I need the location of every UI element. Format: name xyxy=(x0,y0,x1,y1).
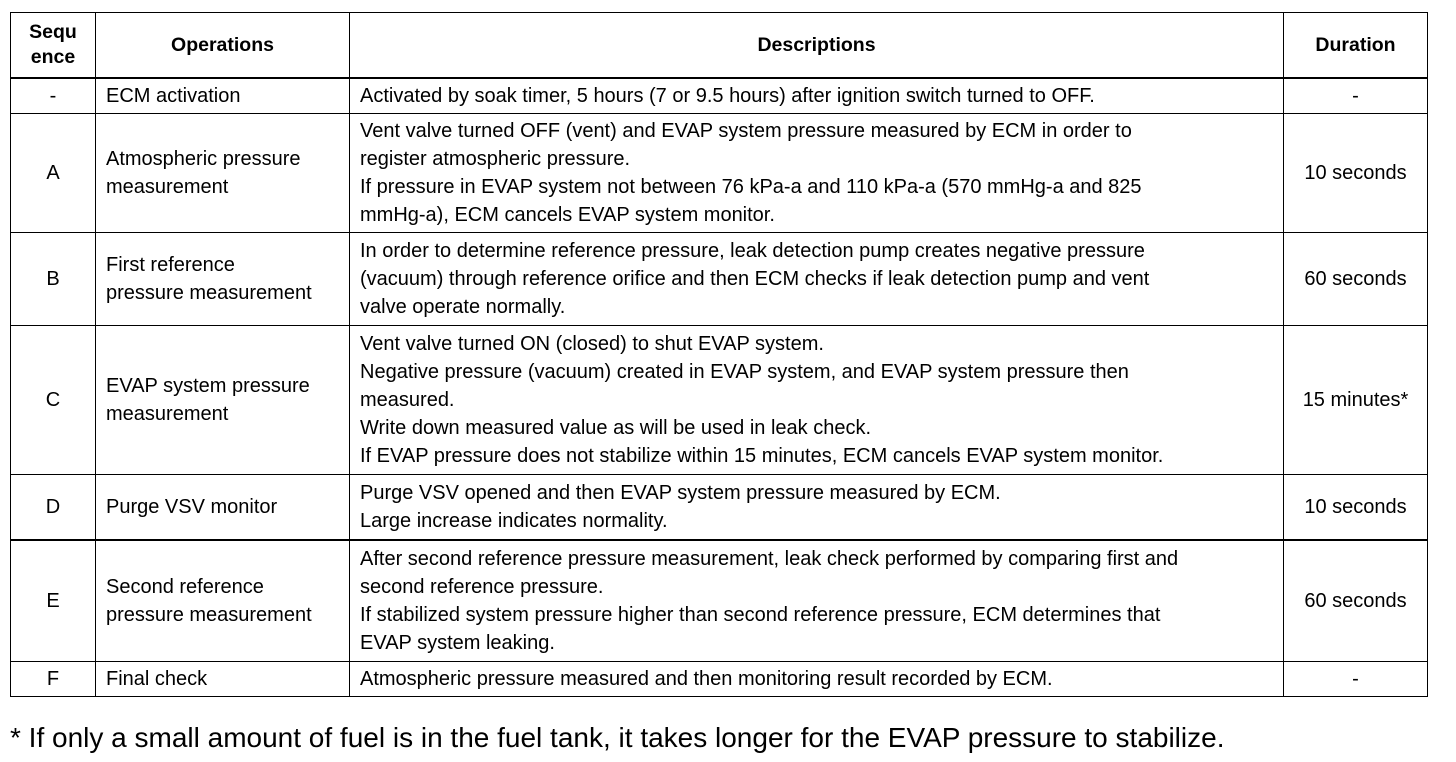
cell-operation xyxy=(96,326,350,475)
footnote: * If only a small amount of fuel is in the fuel tank, it takes longer for the EVAP pressure to stabilize. xyxy=(10,722,1225,753)
cell-sequence: E xyxy=(11,540,96,662)
description-line: Vent valve turned ON (closed) to shut EVAP system. xyxy=(360,333,824,355)
operation-line: Purge VSV monitor xyxy=(106,496,278,518)
cell-description xyxy=(350,540,1284,662)
description-line: second reference pressure. xyxy=(360,576,604,598)
cell-operation xyxy=(96,78,350,114)
header-descriptions: Descriptions xyxy=(350,13,1284,79)
cell-duration: - xyxy=(1284,78,1428,114)
description-line: Large increase indicates normality. xyxy=(360,510,668,532)
cell-sequence: F xyxy=(11,662,96,697)
table-row xyxy=(11,326,1428,475)
header-sequence-line-2: ence xyxy=(30,46,76,68)
table-body xyxy=(11,78,1428,697)
cell-operation xyxy=(96,475,350,541)
description-line: If EVAP pressure does not stabilize within 15 minutes, ECM cancels EVAP system monitor. xyxy=(360,445,1164,467)
description-line: mmHg-a), ECM cancels EVAP system monitor. xyxy=(360,204,775,226)
cell-operation xyxy=(96,114,350,233)
description-line: Write down measured value as will be used in leak check. xyxy=(360,417,871,439)
cell-duration: 10 seconds xyxy=(1284,114,1428,233)
table-row xyxy=(11,233,1428,326)
cell-operation xyxy=(96,540,350,662)
description-line: After second reference pressure measurement, leak check performed by comparing first and xyxy=(360,548,1179,570)
operation-line: pressure measurement xyxy=(106,282,312,304)
cell-duration: 60 seconds xyxy=(1284,540,1428,662)
cell-sequence: B xyxy=(11,233,96,326)
header-sequence xyxy=(11,13,96,79)
cell-sequence: C xyxy=(11,326,96,475)
operation-line: EVAP system pressure xyxy=(106,375,310,397)
cell-duration: 60 seconds xyxy=(1284,233,1428,326)
operation-line: Atmospheric pressure xyxy=(106,148,301,170)
description-line: measured. xyxy=(360,389,455,411)
cell-duration: - xyxy=(1284,662,1428,697)
operation-line: measurement xyxy=(106,176,229,198)
description-line: EVAP system leaking. xyxy=(360,632,555,654)
description-line: Atmospheric pressure measured and then monitoring result recorded by ECM. xyxy=(360,668,1053,690)
operation-line: measurement xyxy=(106,403,229,425)
table-row xyxy=(11,114,1428,233)
operations-table xyxy=(10,12,1428,697)
cell-duration: 15 minutes* xyxy=(1284,326,1428,475)
table-row xyxy=(11,662,1428,697)
description-line: Vent valve turned OFF (vent) and EVAP system pressure measured by ECM in order to xyxy=(360,120,1132,142)
cell-duration: 10 seconds xyxy=(1284,475,1428,541)
table-header xyxy=(11,13,1428,79)
cell-description xyxy=(350,475,1284,541)
table-row xyxy=(11,78,1428,114)
header-duration: Duration xyxy=(1284,13,1428,79)
cell-description xyxy=(350,233,1284,326)
header-operations: Operations xyxy=(96,13,350,79)
description-line: Negative pressure (vacuum) created in EVAP system, and EVAP system pressure then xyxy=(360,361,1129,383)
description-line: register atmospheric pressure. xyxy=(360,148,631,170)
description-line: Activated by soak timer, 5 hours (7 or 9.5 hours) after ignition switch turned to OFF. xyxy=(360,85,1095,107)
description-line: If pressure in EVAP system not between 76 kPa-a and 110 kPa-a (570 mmHg-a and 825 xyxy=(360,176,1142,198)
operation-line: Final check xyxy=(106,668,208,690)
operation-line: pressure measurement xyxy=(106,604,312,626)
description-line: (vacuum) through reference orifice and then ECM checks if leak detection pump and vent xyxy=(360,268,1150,290)
cell-operation xyxy=(96,233,350,326)
operation-line: First reference xyxy=(106,254,235,276)
description-line: Purge VSV opened and then EVAP system pressure measured by ECM. xyxy=(360,482,1001,504)
cell-description xyxy=(350,326,1284,475)
operation-line: Second reference xyxy=(106,576,264,598)
cell-sequence: A xyxy=(11,114,96,233)
description-line: valve operate normally. xyxy=(360,296,566,318)
table-row xyxy=(11,540,1428,662)
header-sequence-line-1: Sequ xyxy=(29,21,77,43)
description-line: If stabilized system pressure higher than second reference pressure, ECM determines that xyxy=(360,604,1161,626)
header-row xyxy=(11,13,1428,79)
description-line: In order to determine reference pressure, leak detection pump creates negative pressure xyxy=(360,240,1145,262)
cell-description xyxy=(350,114,1284,233)
cell-sequence: D xyxy=(11,475,96,541)
cell-sequence: - xyxy=(11,78,96,114)
cell-description xyxy=(350,662,1284,697)
cell-operation xyxy=(96,662,350,697)
operation-line: ECM activation xyxy=(106,85,241,107)
table-row xyxy=(11,475,1428,541)
cell-description xyxy=(350,78,1284,114)
